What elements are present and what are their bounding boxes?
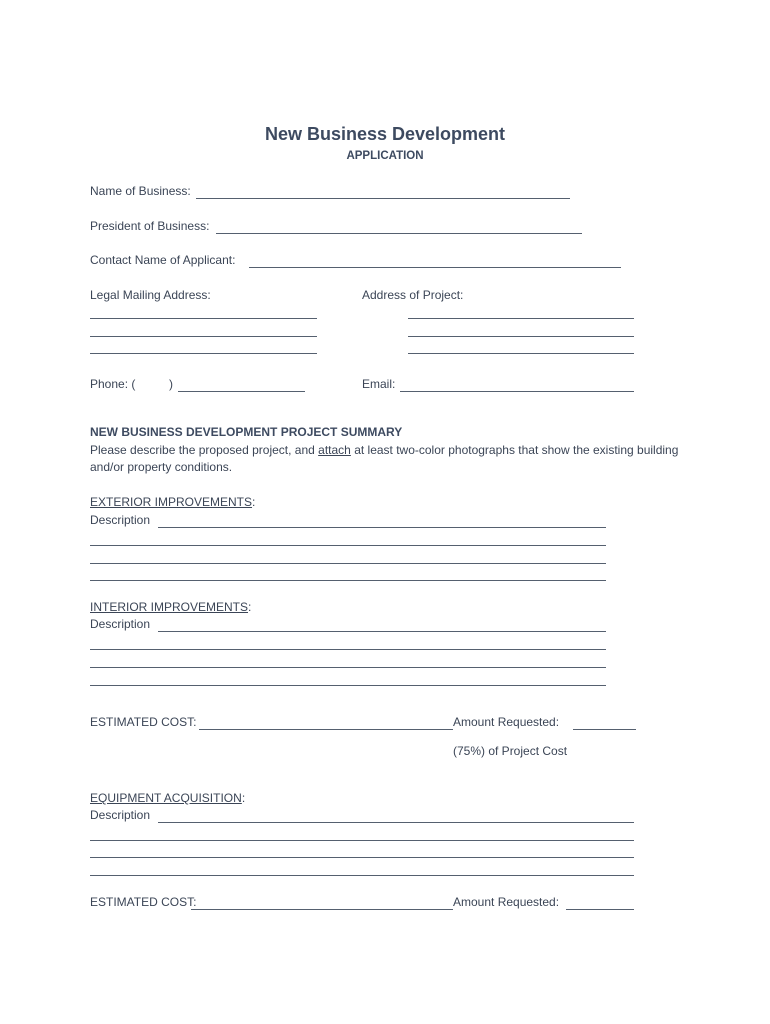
project-address-line-2[interactable]	[408, 336, 634, 337]
exterior-heading-colon: :	[252, 495, 256, 509]
equipment-description-label: Description	[90, 808, 151, 822]
mailing-address-line-2[interactable]	[90, 336, 317, 337]
exterior-description-line-4[interactable]	[90, 580, 606, 581]
address-of-project-label: Address of Project:	[362, 288, 464, 302]
equipment-acquisition-heading	[90, 791, 245, 805]
equipment-amount-requested-label: Amount Requested:	[453, 895, 560, 909]
phone-field[interactable]	[178, 391, 305, 392]
email-field[interactable]	[400, 391, 634, 392]
equipment-heading-text: EQUIPMENT ACQUISITION	[90, 791, 242, 805]
estimated-cost-label: ESTIMATED COST:	[90, 715, 197, 729]
interior-heading-text: INTERIOR IMPROVEMENTS	[90, 600, 249, 614]
amount-requested-label: Amount Requested:	[453, 715, 560, 729]
estimated-cost-field[interactable]	[199, 729, 453, 730]
project-address-line-3[interactable]	[408, 353, 634, 354]
instructions-part-2: at least two-color photographs that show the existing building and/or property conditions.	[90, 443, 679, 474]
name-of-business-field[interactable]	[196, 198, 570, 199]
page-subtitle: APPLICATION	[346, 150, 424, 162]
mailing-address-line-1[interactable]	[90, 318, 317, 319]
interior-description-line-2[interactable]	[90, 649, 606, 650]
contact-name-field[interactable]	[249, 267, 621, 268]
equipment-estimated-cost-field[interactable]	[191, 909, 453, 910]
exterior-description-line-1[interactable]	[158, 527, 606, 528]
president-of-business-field[interactable]	[216, 233, 582, 234]
page-title: New Business Development	[264, 124, 506, 144]
exterior-improvements-heading	[90, 495, 255, 509]
attach-link: attach	[318, 443, 351, 457]
equipment-estimated-cost-label: ESTIMATED COST:	[90, 895, 197, 909]
equipment-description-line-3[interactable]	[90, 857, 634, 858]
legal-mailing-address-label: Legal Mailing Address:	[90, 288, 211, 302]
equipment-description-line-2[interactable]	[90, 840, 634, 841]
interior-description-line-1[interactable]	[158, 631, 606, 632]
equipment-description-line-1[interactable]	[158, 822, 634, 823]
exterior-description-line-3[interactable]	[90, 563, 606, 564]
amount-requested-field[interactable]	[573, 729, 636, 730]
president-of-business-label: President of Business:	[90, 219, 210, 233]
interior-description-label: Description	[90, 617, 151, 631]
email-label: Email:	[362, 377, 396, 391]
interior-heading-colon: :	[248, 600, 252, 614]
equipment-heading-colon: :	[241, 791, 246, 805]
phone-paren-close: )	[169, 377, 173, 391]
project-cost-note: (75%) of Project Cost	[453, 744, 568, 758]
equipment-description-line-4[interactable]	[90, 875, 634, 876]
contact-name-label: Contact Name of Applicant:	[90, 253, 236, 267]
project-address-line-1[interactable]	[408, 318, 634, 319]
phone-label: Phone: (	[90, 377, 136, 391]
equipment-amount-requested-field[interactable]	[566, 909, 634, 910]
mailing-address-line-3[interactable]	[90, 353, 317, 354]
instructions-part-1: Please describe the proposed project, and	[90, 443, 319, 457]
exterior-heading-text: EXTERIOR IMPROVEMENTS	[90, 495, 253, 509]
exterior-description-line-2[interactable]	[90, 545, 606, 546]
interior-improvements-heading	[90, 600, 251, 614]
project-summary-heading: NEW BUSINESS DEVELOPMENT PROJECT SUMMARY	[90, 425, 403, 439]
project-summary-instructions	[90, 442, 690, 476]
exterior-description-label: Description	[90, 513, 151, 527]
interior-description-line-3[interactable]	[90, 667, 606, 668]
name-of-business-label: Name of Business:	[90, 184, 191, 198]
interior-description-line-4[interactable]	[90, 685, 606, 686]
